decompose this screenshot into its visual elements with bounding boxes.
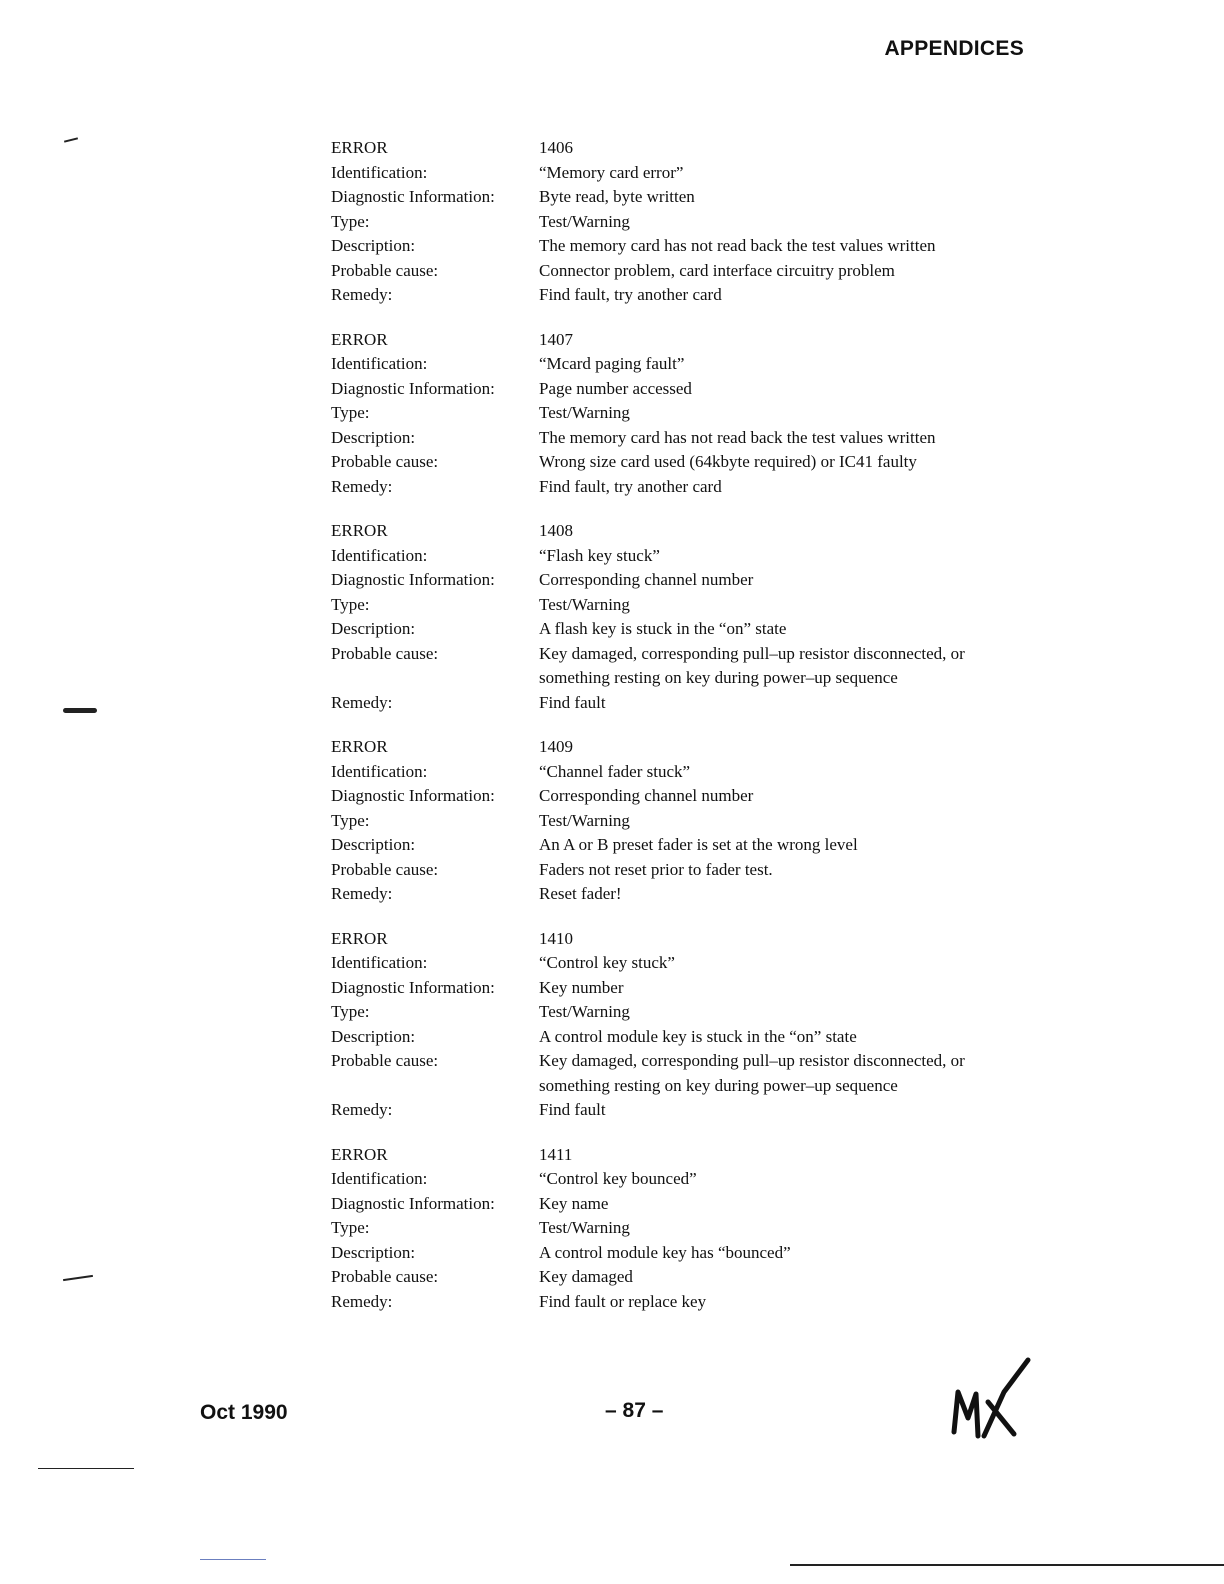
description-value: A control module key is stuck in the “on” state bbox=[539, 1026, 857, 1046]
probable-cause-row bbox=[331, 642, 1031, 667]
type-row bbox=[331, 210, 1031, 235]
probable-cause-value: something resting on key during power–up sequence bbox=[539, 1075, 898, 1095]
description-label: Description: bbox=[331, 1026, 416, 1046]
description-value: The memory card has not read back the test values written bbox=[539, 427, 936, 447]
diagnostic-value: Byte read, byte written bbox=[539, 187, 695, 206]
probable-cause-row bbox=[331, 666, 1031, 691]
remedy-label: Remedy: bbox=[331, 476, 393, 496]
type-value: Test/Warning bbox=[539, 211, 630, 231]
probable-cause-label: Probable cause: bbox=[331, 1051, 439, 1070]
mx-logo bbox=[944, 1352, 1044, 1442]
diagnostic-label: Diagnostic Information: bbox=[331, 378, 495, 398]
description-row bbox=[331, 617, 1031, 642]
diagnostic-label: Diagnostic Information: bbox=[331, 570, 495, 589]
scan-rule bbox=[790, 1564, 1224, 1566]
description-label: Description: bbox=[331, 1242, 416, 1262]
description-value: A flash key is stuck in the “on” state bbox=[539, 619, 787, 638]
probable-cause-label: Probable cause: bbox=[331, 260, 439, 280]
error-entry bbox=[331, 328, 1031, 500]
remedy-value: Find fault bbox=[539, 1100, 606, 1119]
remedy-label: Remedy: bbox=[331, 1291, 393, 1311]
error-code-row bbox=[331, 927, 1031, 952]
diagnostic-row bbox=[331, 185, 1031, 210]
diagnostic-value: Page number accessed bbox=[539, 378, 692, 398]
probable-cause-row bbox=[331, 450, 1031, 475]
error-entry bbox=[331, 136, 1031, 308]
page-number: – 87 – bbox=[605, 1399, 664, 1422]
scan-rule bbox=[200, 1559, 266, 1560]
identification-row bbox=[331, 161, 1031, 186]
probable-cause-value: Faders not reset prior to fader test. bbox=[539, 859, 773, 879]
remedy-row bbox=[331, 283, 1031, 308]
error-code: 1411 bbox=[539, 1144, 573, 1164]
diagnostic-value: Key number bbox=[539, 977, 624, 997]
remedy-label: Remedy: bbox=[331, 1100, 393, 1119]
probable-cause-value: Key damaged, corresponding pull–up resistor disconnected, or bbox=[539, 1051, 965, 1070]
diagnostic-row bbox=[331, 568, 1031, 593]
description-row bbox=[331, 234, 1031, 259]
error-code-row bbox=[331, 1143, 1031, 1168]
probable-cause-row bbox=[331, 259, 1031, 284]
probable-cause-value: Connector problem, card interface circuitry problem bbox=[539, 260, 895, 280]
type-value: Test/Warning bbox=[539, 1002, 630, 1021]
remedy-value: Find fault or replace key bbox=[539, 1291, 707, 1311]
error-code: 1406 bbox=[539, 138, 573, 157]
remedy-label: Remedy: bbox=[331, 692, 393, 712]
error-code: 1408 bbox=[539, 521, 573, 540]
type-label: Type: bbox=[331, 1218, 370, 1237]
page-header-title: APPENDICES bbox=[884, 37, 1024, 60]
remedy-value: Find fault bbox=[539, 692, 606, 712]
description-label: Description: bbox=[331, 236, 416, 255]
probable-cause-value: Key damaged bbox=[539, 1267, 633, 1286]
description-label: Description: bbox=[331, 427, 416, 447]
scan-mark bbox=[63, 1275, 93, 1281]
scan-rule bbox=[38, 1468, 134, 1469]
error-entry bbox=[331, 927, 1031, 1123]
description-value: A control module key has “bounced” bbox=[539, 1242, 791, 1262]
identification-row bbox=[331, 760, 1031, 785]
type-label: Type: bbox=[331, 1002, 370, 1021]
probable-cause-label: Probable cause: bbox=[331, 1267, 439, 1286]
type-row bbox=[331, 593, 1031, 618]
type-value: Test/Warning bbox=[539, 1218, 630, 1237]
remedy-value: Reset fader! bbox=[539, 884, 622, 903]
error-entry bbox=[331, 735, 1031, 907]
type-row bbox=[331, 1000, 1031, 1025]
probable-cause-value: Key damaged, corresponding pull–up resistor disconnected, or bbox=[539, 643, 965, 663]
identification-label: Identification: bbox=[331, 1169, 428, 1188]
type-value: Test/Warning bbox=[539, 594, 630, 614]
description-row bbox=[331, 426, 1031, 451]
probable-cause-value: something resting on key during power–up sequence bbox=[539, 668, 898, 687]
identification-value: “Mcard paging fault” bbox=[539, 354, 685, 373]
error-code-row bbox=[331, 136, 1031, 161]
description-row bbox=[331, 1241, 1031, 1266]
error-code-row bbox=[331, 735, 1031, 760]
error-code: 1409 bbox=[539, 737, 573, 756]
diagnostic-value: Corresponding channel number bbox=[539, 570, 754, 589]
identification-row bbox=[331, 1167, 1031, 1192]
remedy-label: Remedy: bbox=[331, 285, 393, 304]
remedy-label: Remedy: bbox=[331, 884, 393, 903]
probable-cause-label bbox=[331, 1074, 539, 1099]
error-label: ERROR bbox=[331, 329, 388, 349]
scan-mark bbox=[63, 708, 97, 713]
remedy-row bbox=[331, 475, 1031, 500]
type-row bbox=[331, 401, 1031, 426]
type-label: Type: bbox=[331, 594, 370, 614]
diagnostic-row bbox=[331, 784, 1031, 809]
probable-cause-row bbox=[331, 1074, 1031, 1099]
error-code-row bbox=[331, 519, 1031, 544]
probable-cause-value: Wrong size card used (64kbyte required) or IC41 faulty bbox=[539, 452, 917, 471]
error-label: ERROR bbox=[331, 138, 388, 157]
identification-label: Identification: bbox=[331, 162, 428, 182]
type-label: Type: bbox=[331, 403, 370, 422]
error-label: ERROR bbox=[331, 928, 388, 948]
identification-value: “Channel fader stuck” bbox=[539, 761, 691, 781]
diagnostic-label: Diagnostic Information: bbox=[331, 1193, 495, 1213]
probable-cause-label: Probable cause: bbox=[331, 452, 439, 471]
error-label: ERROR bbox=[331, 521, 388, 540]
description-value: The memory card has not read back the test values written bbox=[539, 236, 936, 255]
error-entry bbox=[331, 519, 1031, 715]
error-label: ERROR bbox=[331, 1144, 388, 1164]
type-value: Test/Warning bbox=[539, 403, 630, 422]
diagnostic-label: Diagnostic Information: bbox=[331, 977, 495, 997]
remedy-row bbox=[331, 1098, 1031, 1123]
remedy-row bbox=[331, 1290, 1031, 1315]
description-row bbox=[331, 833, 1031, 858]
description-label: Description: bbox=[331, 835, 416, 854]
probable-cause-label: Probable cause: bbox=[331, 643, 439, 663]
type-row bbox=[331, 809, 1031, 834]
remedy-value: Find fault, try another card bbox=[539, 285, 722, 304]
probable-cause-row bbox=[331, 1049, 1031, 1074]
footer-date: Oct 1990 bbox=[200, 1401, 288, 1424]
identification-value: “Control key bounced” bbox=[539, 1169, 697, 1188]
diagnostic-value: Key name bbox=[539, 1193, 609, 1213]
identification-value: “Memory card error” bbox=[539, 162, 684, 182]
diagnostic-row bbox=[331, 976, 1031, 1001]
remedy-row bbox=[331, 882, 1031, 907]
error-entry bbox=[331, 1143, 1031, 1315]
error-code: 1410 bbox=[539, 928, 573, 948]
error-list bbox=[331, 136, 1031, 1334]
identification-row bbox=[331, 951, 1031, 976]
description-row bbox=[331, 1025, 1031, 1050]
remedy-row bbox=[331, 691, 1031, 716]
probable-cause-label bbox=[331, 666, 539, 691]
error-label: ERROR bbox=[331, 737, 388, 756]
diagnostic-value: Corresponding channel number bbox=[539, 786, 754, 805]
identification-row bbox=[331, 544, 1031, 569]
type-label: Type: bbox=[331, 211, 370, 231]
identification-row bbox=[331, 352, 1031, 377]
description-value: An A or B preset fader is set at the wrong level bbox=[539, 835, 858, 854]
probable-cause-label: Probable cause: bbox=[331, 859, 439, 879]
remedy-value: Find fault, try another card bbox=[539, 476, 722, 496]
description-label: Description: bbox=[331, 619, 416, 638]
error-code: 1407 bbox=[539, 329, 573, 349]
identification-label: Identification: bbox=[331, 761, 428, 781]
identification-value: “Flash key stuck” bbox=[539, 545, 660, 565]
probable-cause-row bbox=[331, 858, 1031, 883]
identification-label: Identification: bbox=[331, 953, 428, 972]
identification-label: Identification: bbox=[331, 545, 428, 565]
probable-cause-row bbox=[331, 1265, 1031, 1290]
diagnostic-row bbox=[331, 1192, 1031, 1217]
diagnostic-row bbox=[331, 377, 1031, 402]
type-row bbox=[331, 1216, 1031, 1241]
identification-label: Identification: bbox=[331, 354, 428, 373]
diagnostic-label: Diagnostic Information: bbox=[331, 786, 495, 805]
identification-value: “Control key stuck” bbox=[539, 953, 675, 972]
type-label: Type: bbox=[331, 810, 370, 830]
diagnostic-label: Diagnostic Information: bbox=[331, 187, 495, 206]
type-value: Test/Warning bbox=[539, 810, 630, 830]
error-code-row bbox=[331, 328, 1031, 353]
scan-mark bbox=[64, 137, 78, 142]
